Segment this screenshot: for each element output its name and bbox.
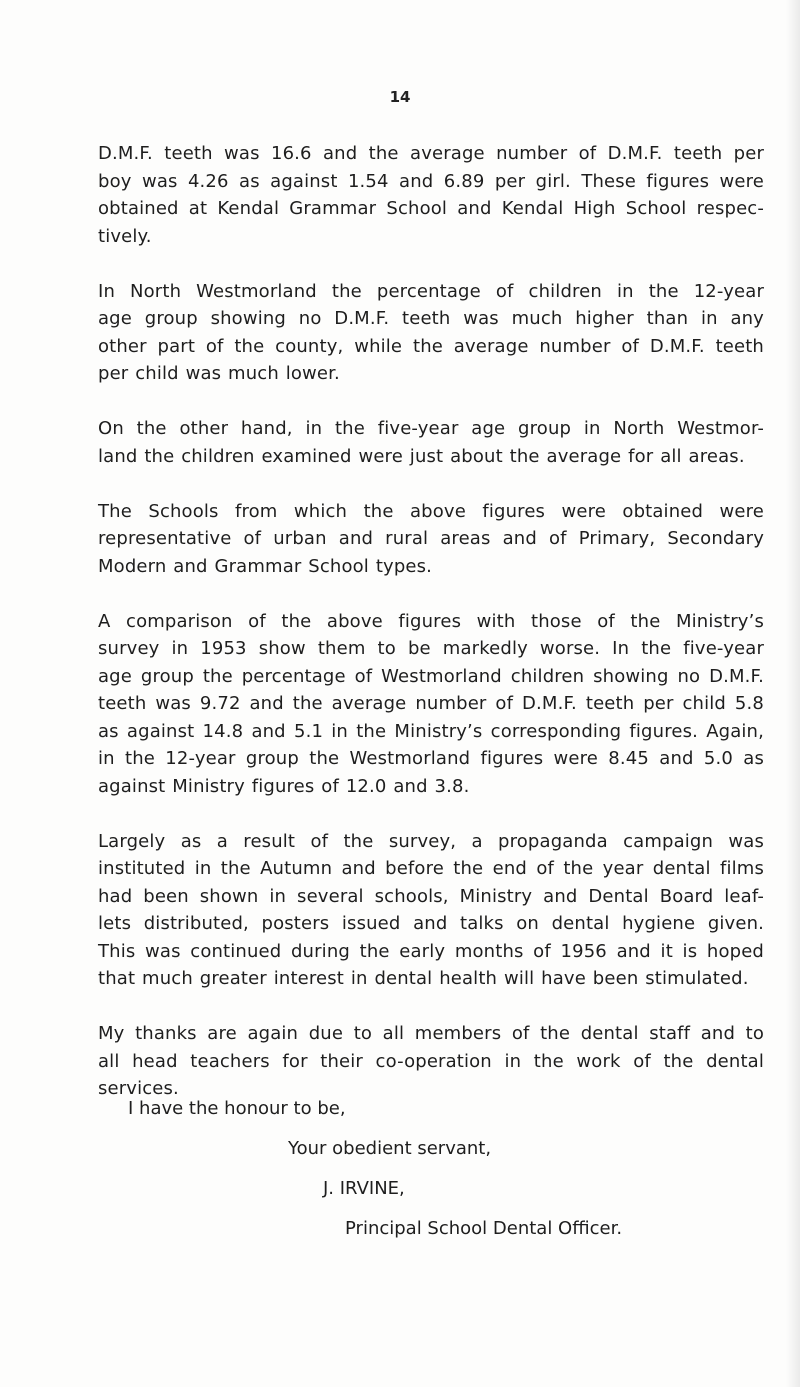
paragraph-thanks	[98, 1020, 764, 1103]
text-line: instituted in the Autumn and before the end of the year dental films	[98, 858, 764, 879]
text-line: against Ministry figures of 12.0 and 3.8.	[98, 775, 470, 797]
text-line: survey in 1953 show them to be markedly worse. In the five-year	[98, 638, 764, 659]
signoff-name: J. IRVINE,	[323, 1178, 405, 1199]
signoff-servant: Your obedient servant,	[288, 1138, 492, 1159]
text-line: tively.	[98, 225, 152, 247]
report-body	[98, 140, 764, 1130]
page-edge-shadow	[786, 0, 800, 1387]
signoff-title: Principal School Dental Officer.	[345, 1218, 623, 1239]
text-line: The Schools from which the above figures were obtained were	[98, 500, 764, 522]
paragraph-north-westmorland	[98, 278, 764, 388]
paragraph-propaganda-campaign	[98, 828, 764, 993]
text-line: as against 14.8 and 5.1 in the Ministry’s corresponding figures. Again,	[98, 720, 764, 742]
signoff-block	[98, 1095, 764, 1255]
text-line: On the other hand, in the five-year age group in North Westmor-	[98, 418, 764, 439]
text-line: obtained at Kendal Grammar School and Kendal High School respec-	[98, 198, 764, 219]
text-line: had been shown in several schools, Ministry and Dental Board leaf-	[98, 885, 764, 907]
page-number: 14	[389, 88, 411, 106]
text-line: land the children examined were just about the average for all areas.	[98, 445, 745, 467]
text-line: Modern and Grammar School types.	[98, 555, 433, 577]
text-line: that much greater interest in dental health will have been stimulated.	[98, 968, 749, 989]
text-line: age group the percentage of Westmorland children showing no D.M.F.	[98, 665, 764, 687]
text-line: in the 12-year group the Westmorland figures were 8.45 and 5.0 as	[98, 748, 764, 769]
text-line: representative of urban and rural areas and of Primary, Secondary	[98, 528, 764, 549]
text-line: D.M.F. teeth was 16.6 and the average number of D.M.F. teeth per	[98, 143, 764, 164]
text-line: lets distributed, posters issued and talks on dental hygiene given.	[98, 913, 764, 934]
text-line: services.	[98, 1078, 179, 1099]
paragraph-five-year-group	[98, 415, 764, 470]
text-line: per child was much lower.	[98, 363, 340, 384]
text-line: My thanks are again due to all members of the dental staff and to	[98, 1023, 764, 1044]
text-line: age group showing no D.M.F. teeth was much higher than in any	[98, 308, 764, 329]
text-line: This was continued during the early months of 1956 and it is hoped	[98, 940, 764, 962]
text-line: In North Westmorland the percentage of children in the 12-year	[98, 280, 764, 302]
text-line: boy was 4.26 as against 1.54 and 6.89 per girl. These figures were	[98, 170, 764, 192]
signoff-honour: I have the honour to be,	[128, 1098, 346, 1119]
text-line: Largely as a result of the survey, a propaganda campaign was	[98, 830, 764, 852]
text-line: other part of the county, while the average number of D.M.F. teeth	[98, 335, 764, 357]
text-line: all head teachers for their co-operation in the work of the dental	[98, 1050, 764, 1072]
paragraph-ministry-comparison	[98, 608, 764, 801]
text-line: A comparison of the above figures with those of the Ministry’s	[98, 610, 764, 632]
paragraph-schools-representative	[98, 498, 764, 581]
text-line: teeth was 9.72 and the average number of D.M.F. teeth per child 5.8	[98, 693, 764, 714]
paragraph-dmf-school-figures	[98, 140, 764, 250]
